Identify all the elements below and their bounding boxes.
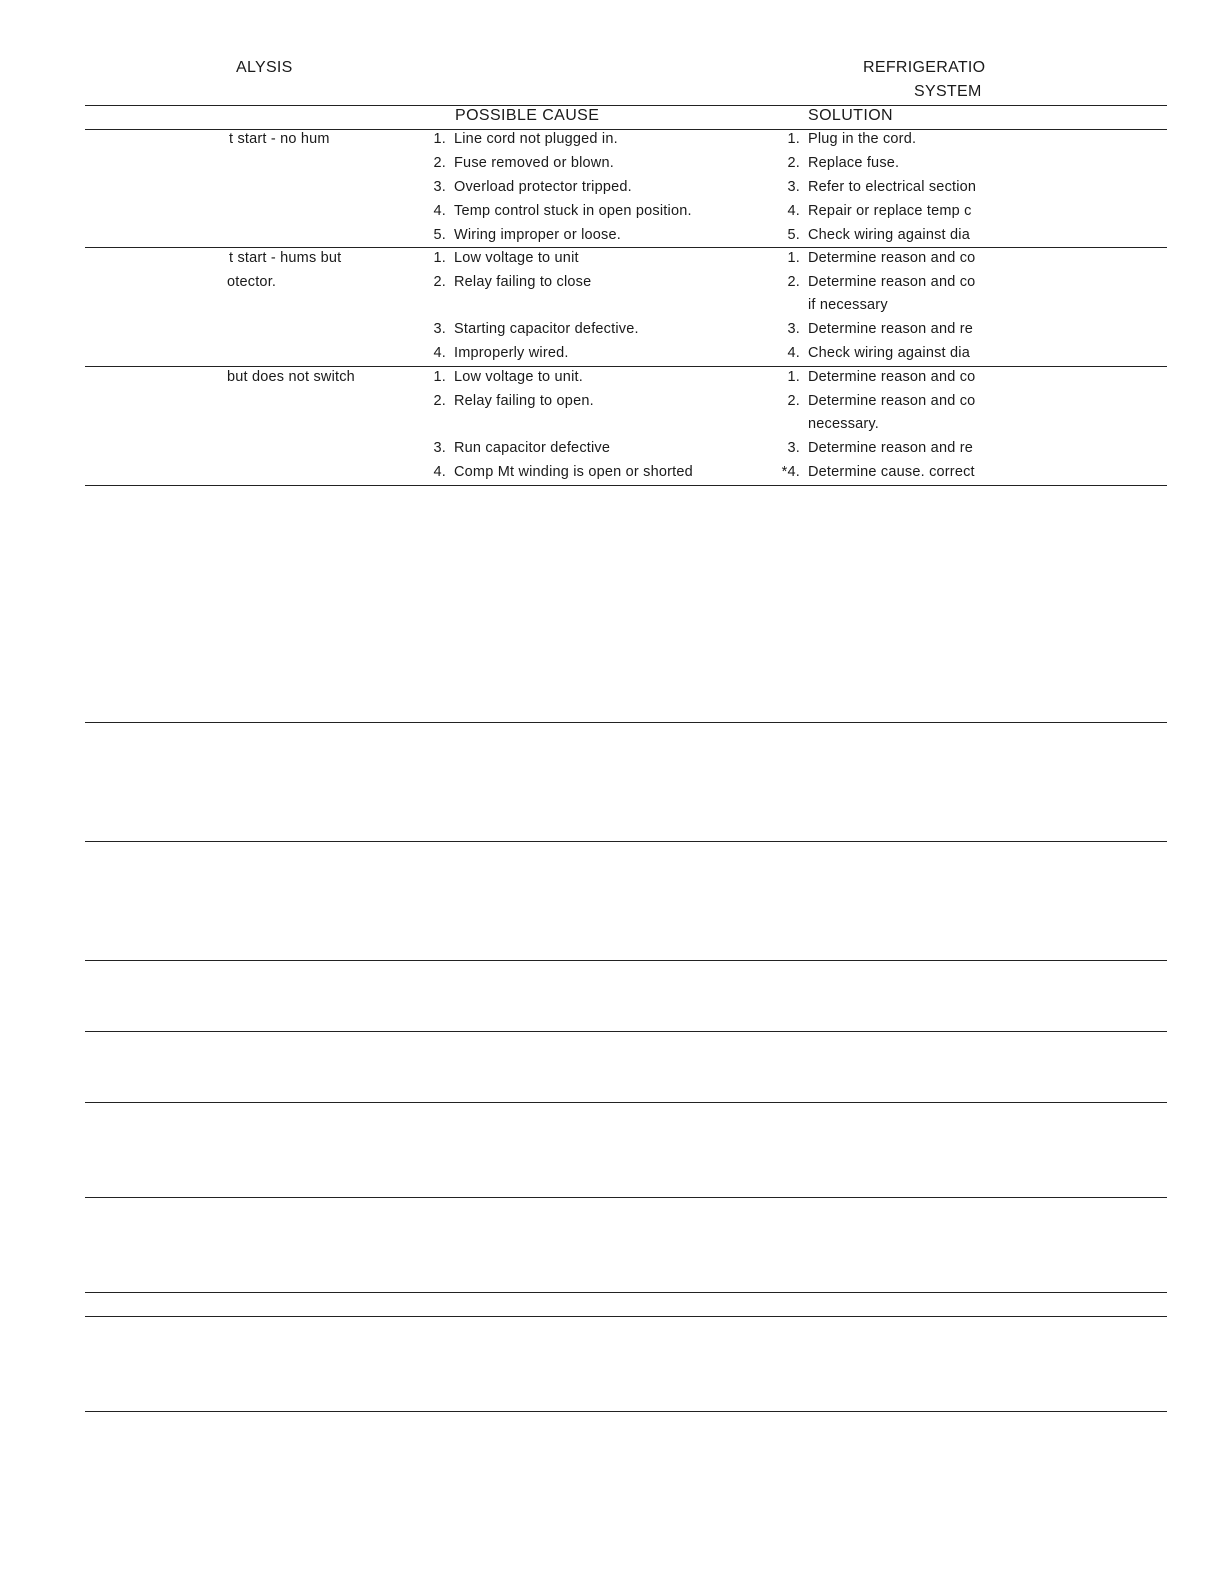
rule-row-3 — [85, 485, 1167, 486]
cause-number: 4. — [433, 464, 446, 480]
cause-item — [424, 369, 583, 385]
cause-item — [424, 393, 594, 409]
rule-header-top — [85, 105, 1167, 106]
cause-item — [424, 131, 618, 147]
rule-4 — [85, 722, 1167, 723]
solution-text: Determine reason and re — [808, 440, 973, 456]
cause-text: Overload protector tripped. — [454, 179, 632, 195]
rule-row-2 — [85, 366, 1167, 367]
cause-item — [424, 250, 579, 266]
rule-row-1 — [85, 247, 1167, 248]
rule-12 — [85, 1411, 1167, 1412]
cause-text: Fuse removed or blown. — [454, 155, 614, 171]
solution-item — [778, 321, 973, 337]
cause-item — [424, 227, 621, 243]
solution-number: 2. — [787, 155, 800, 171]
column-header-solution: SOLUTION — [808, 107, 893, 124]
solution-text: Determine cause. correct — [808, 464, 975, 480]
left-header-title: ALYSIS — [236, 59, 293, 76]
problem-text: t start - no hum — [229, 131, 330, 147]
solution-text: Determine reason and re — [808, 321, 973, 337]
solution-continuation: if necessary — [808, 297, 888, 313]
rule-9 — [85, 1197, 1167, 1198]
cause-text: Starting capacitor defective. — [454, 321, 639, 337]
right-header-title-line1: REFRIGERATIO — [863, 59, 986, 76]
cause-number: 1. — [433, 131, 446, 147]
cause-item — [424, 179, 632, 195]
cause-number: 4. — [433, 345, 446, 361]
problem-text: but does not switch — [227, 369, 355, 385]
cause-text: Relay failing to open. — [454, 393, 594, 409]
solution-number: 1. — [787, 250, 800, 266]
solution-item — [778, 131, 916, 147]
solution-item — [778, 345, 970, 361]
cause-text: Wiring improper or loose. — [454, 227, 621, 243]
solution-item — [778, 440, 973, 456]
cause-number: 2. — [433, 155, 446, 171]
solution-number: 4. — [787, 203, 800, 219]
cause-number: 3. — [433, 321, 446, 337]
cause-text: Low voltage to unit. — [454, 369, 583, 385]
problem-text: t start - hums but — [229, 250, 342, 266]
solution-number: 2. — [787, 274, 800, 290]
solution-text: Repair or replace temp c — [808, 203, 972, 219]
solution-item — [778, 250, 975, 266]
cause-text: Line cord not plugged in. — [454, 131, 618, 147]
rule-7 — [85, 1031, 1167, 1032]
solution-number: 3. — [787, 179, 800, 195]
problem-text: otector. — [227, 274, 277, 290]
solution-text: Determine reason and co — [808, 393, 976, 409]
cause-item — [424, 155, 614, 171]
column-header-possible-cause: POSSIBLE CAUSE — [455, 107, 600, 124]
solution-number: 3. — [787, 321, 800, 337]
right-header-title-line2: SYSTEM — [914, 83, 982, 100]
cause-text: Run capacitor defective — [454, 440, 611, 456]
solution-item — [778, 227, 970, 243]
solution-text: Determine reason and co — [808, 274, 976, 290]
cause-number: 5. — [433, 227, 446, 243]
solution-number: 1. — [787, 369, 800, 385]
solution-text: Determine reason and co — [808, 250, 976, 266]
solution-item — [778, 393, 975, 409]
cause-item — [424, 274, 591, 290]
solution-item — [778, 203, 972, 219]
cause-text: Improperly wired. — [454, 345, 569, 361]
cause-number: 2. — [433, 274, 446, 290]
solution-item — [778, 274, 975, 290]
solution-number: 4. — [787, 345, 800, 361]
rule-header-bottom — [85, 129, 1167, 130]
cause-text: Comp Mt winding is open or shorted — [454, 464, 693, 480]
cause-number: 1. — [433, 250, 446, 266]
cause-number: 4. — [433, 203, 446, 219]
cause-number: 2. — [433, 393, 446, 409]
solution-text: Check wiring against dia — [808, 345, 970, 361]
cause-item — [424, 440, 610, 456]
solution-text: Check wiring against dia — [808, 227, 970, 243]
solution-item — [778, 464, 975, 480]
solution-item — [778, 179, 976, 195]
solution-item — [778, 155, 899, 171]
cause-item — [424, 321, 639, 337]
cause-number: 1. — [433, 369, 446, 385]
cause-item — [424, 345, 569, 361]
solution-text: Replace fuse. — [808, 155, 900, 171]
cause-number: 3. — [433, 179, 446, 195]
solution-number: 5. — [787, 227, 800, 243]
solution-number: 2. — [787, 393, 800, 409]
rule-10 — [85, 1292, 1167, 1293]
cause-text: Temp control stuck in open position. — [454, 203, 692, 219]
cause-text: Relay failing to close — [454, 274, 592, 290]
cause-item — [424, 464, 693, 480]
rule-11 — [85, 1316, 1167, 1317]
cause-text: Low voltage to unit — [454, 250, 579, 266]
solution-item — [778, 369, 975, 385]
solution-continuation: necessary. — [808, 416, 880, 432]
cause-number: 3. — [433, 440, 446, 456]
rule-5 — [85, 841, 1167, 842]
solution-number: *4. — [781, 464, 800, 480]
rule-8 — [85, 1102, 1167, 1103]
cause-item — [424, 203, 692, 219]
solution-text: Refer to electrical section — [808, 179, 977, 195]
solution-text: Determine reason and co — [808, 369, 976, 385]
solution-text: Plug in the cord. — [808, 131, 917, 147]
rule-6 — [85, 960, 1167, 961]
solution-number: 1. — [787, 131, 800, 147]
solution-number: 3. — [787, 440, 800, 456]
